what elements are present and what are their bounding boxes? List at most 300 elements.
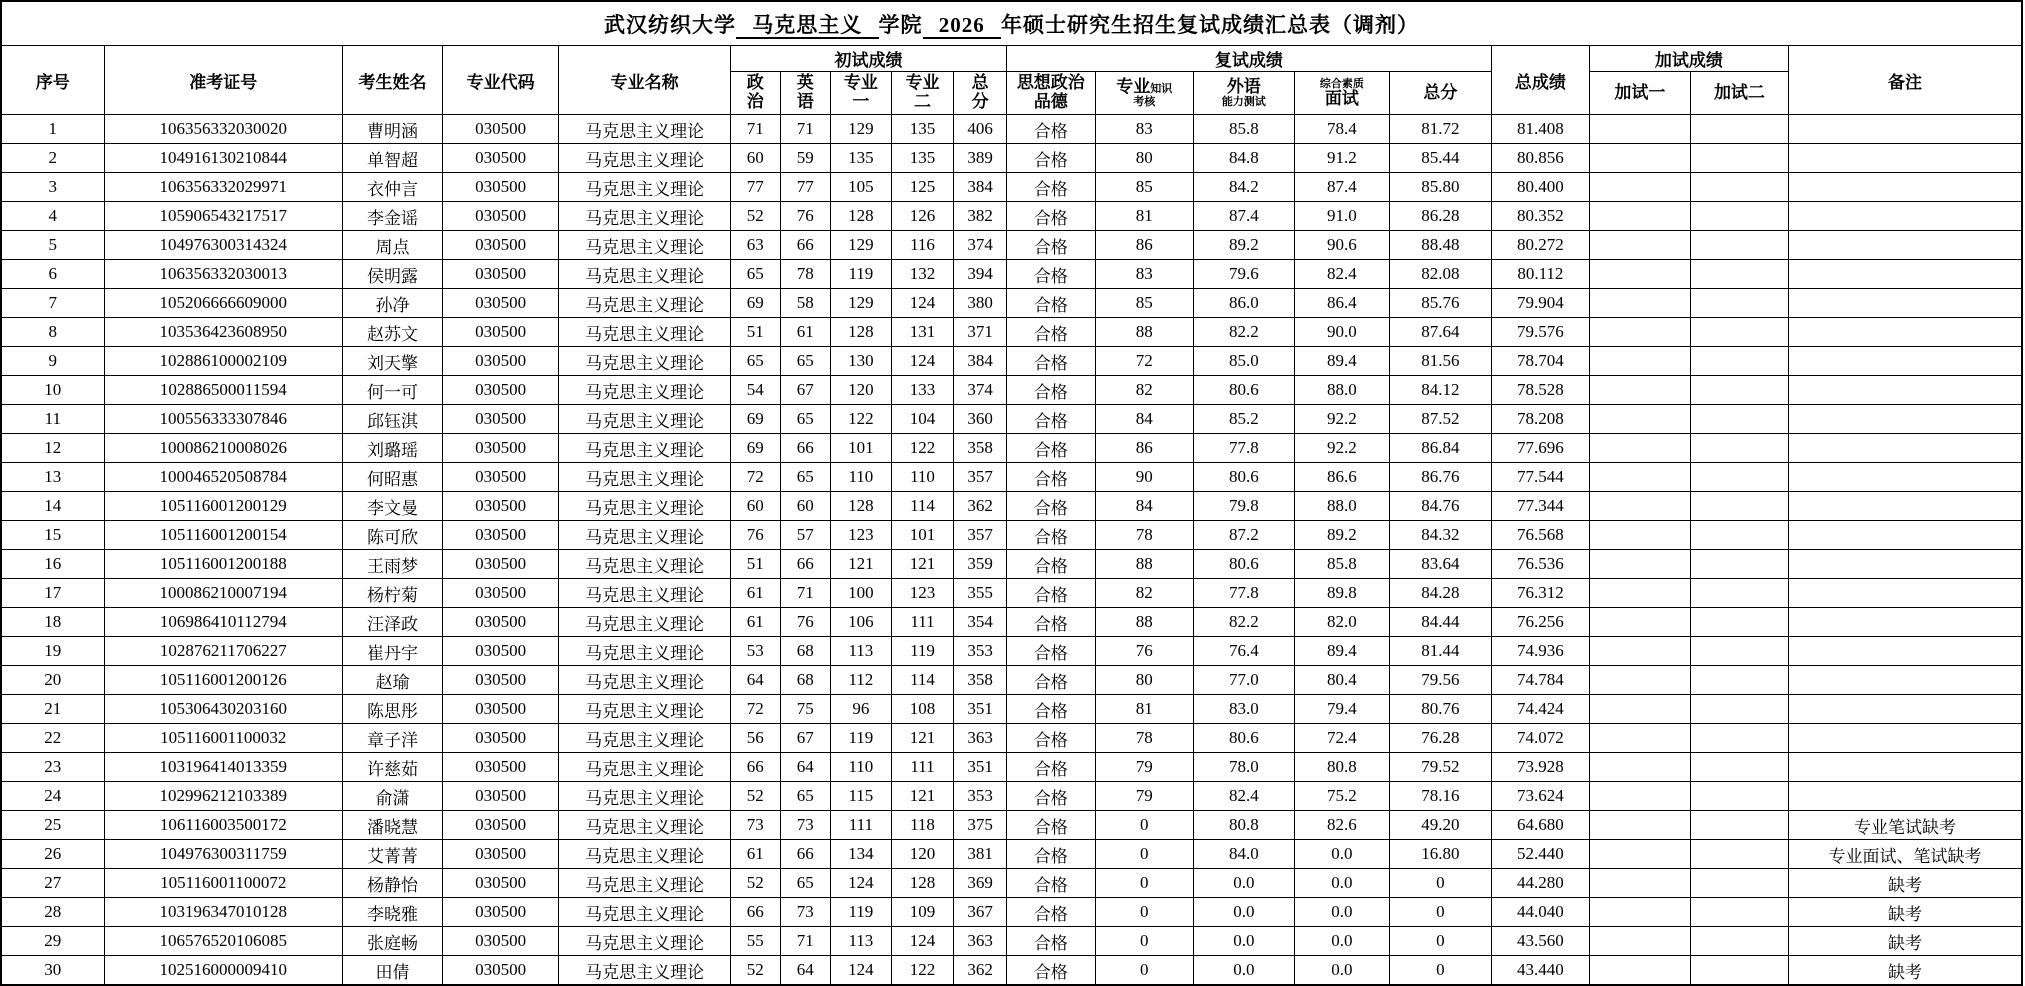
cell-initial_total: 374	[954, 376, 1007, 405]
cell-initial_total: 358	[954, 666, 1007, 695]
cell-ideology: 合格	[1006, 869, 1095, 898]
cell-politics: 52	[731, 869, 781, 898]
cell-prof_knowledge: 84	[1095, 492, 1193, 521]
cell-major1: 128	[831, 318, 892, 347]
cell-major1: 112	[831, 666, 892, 695]
title-suffix: 年硕士研究生招生复试成绩汇总表（调剂）	[1001, 12, 1419, 37]
cell-retest_total: 0	[1389, 927, 1491, 956]
cell-extra1	[1589, 782, 1690, 811]
cell-politics: 61	[731, 840, 781, 869]
cell-english: 61	[780, 318, 831, 347]
cell-seq: 18	[1, 608, 104, 637]
cell-extra2	[1690, 695, 1788, 724]
cell-major1: 119	[831, 260, 892, 289]
cell-extra1	[1589, 898, 1690, 927]
cell-seq: 1	[1, 115, 104, 144]
cell-retest_total: 85.44	[1389, 144, 1491, 173]
cell-major1: 124	[831, 869, 892, 898]
cell-major1: 105	[831, 173, 892, 202]
cell-remark	[1788, 231, 2022, 260]
cell-ideology: 合格	[1006, 260, 1095, 289]
cell-major_name: 马克思主义理论	[559, 579, 731, 608]
cell-prof_knowledge: 82	[1095, 376, 1193, 405]
cell-initial_total: 351	[954, 695, 1007, 724]
cell-prof_knowledge: 78	[1095, 521, 1193, 550]
cell-name: 李晓雅	[343, 898, 443, 927]
cell-foreign_lang: 80.6	[1193, 550, 1294, 579]
cell-english: 60	[780, 492, 831, 521]
cell-initial_total: 351	[954, 753, 1007, 782]
cell-remark	[1788, 666, 2022, 695]
table-row	[1, 434, 2022, 463]
cell-extra2	[1690, 434, 1788, 463]
cell-initial_total: 367	[954, 898, 1007, 927]
table-row	[1, 405, 2022, 434]
cell-extra1	[1589, 869, 1690, 898]
cell-politics: 66	[731, 753, 781, 782]
cell-major_code: 030500	[443, 231, 559, 260]
cell-ideology: 合格	[1006, 637, 1095, 666]
cell-extra2	[1690, 260, 1788, 289]
cell-final_total: 64.680	[1491, 811, 1589, 840]
cell-major1: 110	[831, 463, 892, 492]
cell-interview: 89.8	[1294, 579, 1389, 608]
cell-prof_knowledge: 79	[1095, 753, 1193, 782]
cell-ideology: 合格	[1006, 753, 1095, 782]
cell-ideology: 合格	[1006, 666, 1095, 695]
cell-extra1	[1589, 840, 1690, 869]
cell-reg_no: 106986410112794	[104, 608, 342, 637]
cell-final_total: 78.704	[1491, 347, 1589, 376]
cell-name: 周点	[343, 231, 443, 260]
cell-remark	[1788, 492, 2022, 521]
cell-major_code: 030500	[443, 318, 559, 347]
cell-foreign_lang: 86.0	[1193, 289, 1294, 318]
cell-interview: 82.6	[1294, 811, 1389, 840]
cell-foreign_lang: 79.6	[1193, 260, 1294, 289]
cell-major2: 131	[891, 318, 954, 347]
cell-name: 孙净	[343, 289, 443, 318]
cell-major1: 106	[831, 608, 892, 637]
cell-major_name: 马克思主义理论	[559, 115, 731, 144]
cell-extra2	[1690, 782, 1788, 811]
cell-ideology: 合格	[1006, 231, 1095, 260]
cell-major1: 129	[831, 231, 892, 260]
cell-seq: 24	[1, 782, 104, 811]
cell-foreign_lang: 85.0	[1193, 347, 1294, 376]
cell-politics: 65	[731, 260, 781, 289]
cell-foreign_lang: 76.4	[1193, 637, 1294, 666]
group-header-initial: 初试成绩	[731, 46, 1007, 72]
cell-interview: 78.4	[1294, 115, 1389, 144]
cell-initial_total: 371	[954, 318, 1007, 347]
cell-extra2	[1690, 608, 1788, 637]
cell-extra2	[1690, 173, 1788, 202]
cell-reg_no: 106356332029971	[104, 173, 342, 202]
table-row	[1, 144, 2022, 173]
cell-retest_total: 0	[1389, 956, 1491, 986]
cell-name: 杨静怡	[343, 869, 443, 898]
cell-interview: 82.0	[1294, 608, 1389, 637]
cell-english: 65	[780, 463, 831, 492]
cell-interview: 85.8	[1294, 550, 1389, 579]
cell-extra1	[1589, 608, 1690, 637]
cell-reg_no: 102886500011594	[104, 376, 342, 405]
cell-initial_total: 374	[954, 231, 1007, 260]
cell-interview: 79.4	[1294, 695, 1389, 724]
cell-name: 陈思彤	[343, 695, 443, 724]
table-row	[1, 521, 2022, 550]
cell-initial_total: 354	[954, 608, 1007, 637]
cell-major1: 113	[831, 637, 892, 666]
cell-foreign_lang: 80.6	[1193, 463, 1294, 492]
cell-major_code: 030500	[443, 115, 559, 144]
cell-major1: 111	[831, 811, 892, 840]
cell-major_code: 030500	[443, 608, 559, 637]
cell-interview: 89.2	[1294, 521, 1389, 550]
col-header-name: 考生姓名	[343, 46, 443, 115]
cell-remark: 专业笔试缺考	[1788, 811, 2022, 840]
cell-name: 田倩	[343, 956, 443, 986]
col-header-extra1: 加试一	[1589, 72, 1690, 115]
cell-major_code: 030500	[443, 782, 559, 811]
cell-politics: 61	[731, 579, 781, 608]
cell-extra2	[1690, 115, 1788, 144]
cell-reg_no: 105116001200129	[104, 492, 342, 521]
cell-ideology: 合格	[1006, 521, 1095, 550]
group-header-extra: 加试成绩	[1589, 46, 1788, 72]
cell-foreign_lang: 89.2	[1193, 231, 1294, 260]
cell-ideology: 合格	[1006, 956, 1095, 986]
cell-english: 73	[780, 811, 831, 840]
cell-initial_total: 363	[954, 724, 1007, 753]
cell-initial_total: 359	[954, 550, 1007, 579]
cell-extra2	[1690, 492, 1788, 521]
cell-initial_total: 394	[954, 260, 1007, 289]
cell-foreign_lang: 77.0	[1193, 666, 1294, 695]
cell-major2: 122	[891, 434, 954, 463]
cell-major2: 121	[891, 724, 954, 753]
cell-interview: 82.4	[1294, 260, 1389, 289]
cell-politics: 73	[731, 811, 781, 840]
cell-foreign_lang: 80.6	[1193, 724, 1294, 753]
cell-major_code: 030500	[443, 840, 559, 869]
cell-english: 65	[780, 347, 831, 376]
cell-major_name: 马克思主义理论	[559, 869, 731, 898]
cell-interview: 90.0	[1294, 318, 1389, 347]
cell-foreign_lang: 85.8	[1193, 115, 1294, 144]
cell-name: 崔丹宇	[343, 637, 443, 666]
cell-prof_knowledge: 0	[1095, 898, 1193, 927]
cell-major1: 121	[831, 550, 892, 579]
cell-extra2	[1690, 637, 1788, 666]
cell-major1: 134	[831, 840, 892, 869]
cell-ideology: 合格	[1006, 608, 1095, 637]
cell-reg_no: 105116001200188	[104, 550, 342, 579]
cell-prof_knowledge: 80	[1095, 144, 1193, 173]
cell-major_name: 马克思主义理论	[559, 463, 731, 492]
cell-final_total: 80.272	[1491, 231, 1589, 260]
cell-extra1	[1589, 956, 1690, 986]
cell-prof_knowledge: 76	[1095, 637, 1193, 666]
cell-politics: 55	[731, 927, 781, 956]
cell-seq: 2	[1, 144, 104, 173]
table-row	[1, 260, 2022, 289]
cell-ideology: 合格	[1006, 782, 1095, 811]
cell-extra1	[1589, 144, 1690, 173]
cell-major_code: 030500	[443, 753, 559, 782]
cell-retest_total: 83.64	[1389, 550, 1491, 579]
cell-reg_no: 105306430203160	[104, 695, 342, 724]
cell-final_total: 43.440	[1491, 956, 1589, 986]
cell-major_code: 030500	[443, 347, 559, 376]
cell-remark	[1788, 260, 2022, 289]
cell-seq: 27	[1, 869, 104, 898]
cell-name: 侯明露	[343, 260, 443, 289]
cell-english: 71	[780, 579, 831, 608]
cell-extra1	[1589, 927, 1690, 956]
cell-prof_knowledge: 85	[1095, 173, 1193, 202]
col-header-prof-knowledge: 专业知识 考核	[1095, 72, 1193, 115]
cell-major_name: 马克思主义理论	[559, 260, 731, 289]
cell-major_code: 030500	[443, 405, 559, 434]
cell-reg_no: 100086210007194	[104, 579, 342, 608]
table-row	[1, 463, 2022, 492]
cell-politics: 51	[731, 550, 781, 579]
cell-english: 75	[780, 695, 831, 724]
cell-reg_no: 105116001100072	[104, 869, 342, 898]
table-body	[1, 115, 2022, 986]
cell-final_total: 44.040	[1491, 898, 1589, 927]
cell-english: 73	[780, 898, 831, 927]
cell-major_code: 030500	[443, 666, 559, 695]
cell-seq: 26	[1, 840, 104, 869]
cell-reg_no: 106356332030013	[104, 260, 342, 289]
cell-retest_total: 81.56	[1389, 347, 1491, 376]
cell-retest_total: 86.28	[1389, 202, 1491, 231]
cell-extra2	[1690, 347, 1788, 376]
cell-extra2	[1690, 463, 1788, 492]
table-row	[1, 666, 2022, 695]
cell-major1: 96	[831, 695, 892, 724]
table-row	[1, 608, 2022, 637]
table-row	[1, 376, 2022, 405]
cell-major1: 123	[831, 521, 892, 550]
col-header-foreign-lang: 外语 能力测试	[1193, 72, 1294, 115]
cell-seq: 20	[1, 666, 104, 695]
cell-major_name: 马克思主义理论	[559, 434, 731, 463]
cell-major2: 132	[891, 260, 954, 289]
cell-ideology: 合格	[1006, 463, 1095, 492]
cell-major_name: 马克思主义理论	[559, 695, 731, 724]
cell-initial_total: 362	[954, 956, 1007, 986]
cell-retest_total: 86.84	[1389, 434, 1491, 463]
cell-remark	[1788, 782, 2022, 811]
cell-final_total: 73.624	[1491, 782, 1589, 811]
cell-name: 杨柠菊	[343, 579, 443, 608]
cell-reg_no: 105116001100032	[104, 724, 342, 753]
cell-major_code: 030500	[443, 434, 559, 463]
cell-retest_total: 84.76	[1389, 492, 1491, 521]
cell-retest_total: 76.28	[1389, 724, 1491, 753]
cell-seq: 16	[1, 550, 104, 579]
cell-final_total: 52.440	[1491, 840, 1589, 869]
cell-english: 64	[780, 956, 831, 986]
cell-retest_total: 80.76	[1389, 695, 1491, 724]
cell-foreign_lang: 0.0	[1193, 869, 1294, 898]
cell-major2: 135	[891, 144, 954, 173]
col-header-major-name: 专业名称	[559, 46, 731, 115]
table-row	[1, 811, 2022, 840]
cell-politics: 69	[731, 405, 781, 434]
cell-politics: 77	[731, 173, 781, 202]
cell-interview: 80.8	[1294, 753, 1389, 782]
cell-major1: 113	[831, 927, 892, 956]
cell-prof_knowledge: 88	[1095, 318, 1193, 347]
cell-interview: 0.0	[1294, 898, 1389, 927]
cell-initial_total: 375	[954, 811, 1007, 840]
col-header-politics: 政 治	[731, 72, 781, 115]
cell-extra1	[1589, 231, 1690, 260]
table-row	[1, 927, 2022, 956]
cell-major_name: 马克思主义理论	[559, 637, 731, 666]
cell-seq: 3	[1, 173, 104, 202]
cell-major_name: 马克思主义理论	[559, 550, 731, 579]
cell-politics: 72	[731, 463, 781, 492]
cell-major1: 129	[831, 115, 892, 144]
cell-major_code: 030500	[443, 579, 559, 608]
cell-english: 71	[780, 927, 831, 956]
cell-extra1	[1589, 492, 1690, 521]
cell-interview: 80.4	[1294, 666, 1389, 695]
cell-reg_no: 100556333307846	[104, 405, 342, 434]
cell-seq: 13	[1, 463, 104, 492]
cell-initial_total: 362	[954, 492, 1007, 521]
group-header-retest: 复试成绩	[1006, 46, 1491, 72]
cell-interview: 91.0	[1294, 202, 1389, 231]
cell-final_total: 77.344	[1491, 492, 1589, 521]
cell-extra1	[1589, 202, 1690, 231]
cell-initial_total: 353	[954, 782, 1007, 811]
cell-reg_no: 104916130210844	[104, 144, 342, 173]
cell-english: 77	[780, 173, 831, 202]
cell-major_code: 030500	[443, 173, 559, 202]
cell-interview: 0.0	[1294, 956, 1389, 986]
cell-foreign_lang: 77.8	[1193, 434, 1294, 463]
cell-foreign_lang: 82.2	[1193, 608, 1294, 637]
cell-ideology: 合格	[1006, 724, 1095, 753]
cell-final_total: 76.568	[1491, 521, 1589, 550]
cell-major_name: 马克思主义理论	[559, 405, 731, 434]
cell-major_code: 030500	[443, 376, 559, 405]
cell-major_name: 马克思主义理论	[559, 173, 731, 202]
cell-interview: 72.4	[1294, 724, 1389, 753]
cell-extra2	[1690, 144, 1788, 173]
cell-foreign_lang: 79.8	[1193, 492, 1294, 521]
cell-retest_total: 84.12	[1389, 376, 1491, 405]
cell-ideology: 合格	[1006, 550, 1095, 579]
cell-name: 衣仲言	[343, 173, 443, 202]
cell-seq: 25	[1, 811, 104, 840]
cell-major1: 110	[831, 753, 892, 782]
cell-remark	[1788, 434, 2022, 463]
cell-final_total: 78.528	[1491, 376, 1589, 405]
cell-politics: 69	[731, 289, 781, 318]
cell-reg_no: 102876211706227	[104, 637, 342, 666]
table-row	[1, 231, 2022, 260]
cell-final_total: 80.352	[1491, 202, 1589, 231]
cell-major2: 126	[891, 202, 954, 231]
cell-foreign_lang: 84.0	[1193, 840, 1294, 869]
cell-extra2	[1690, 811, 1788, 840]
cell-prof_knowledge: 0	[1095, 927, 1193, 956]
table-row	[1, 289, 2022, 318]
cell-remark: 缺考	[1788, 927, 2022, 956]
cell-name: 赵苏文	[343, 318, 443, 347]
cell-reg_no: 103196347010128	[104, 898, 342, 927]
cell-extra1	[1589, 521, 1690, 550]
cell-remark	[1788, 376, 2022, 405]
title-college-name: 马克思主义	[736, 13, 879, 39]
cell-reg_no: 106576520106085	[104, 927, 342, 956]
cell-name: 李金谣	[343, 202, 443, 231]
cell-interview: 0.0	[1294, 869, 1389, 898]
cell-retest_total: 86.76	[1389, 463, 1491, 492]
cell-prof_knowledge: 72	[1095, 347, 1193, 376]
cell-reg_no: 105206666609000	[104, 289, 342, 318]
cell-seq: 11	[1, 405, 104, 434]
cell-ideology: 合格	[1006, 927, 1095, 956]
cell-name: 赵瑜	[343, 666, 443, 695]
cell-major_name: 马克思主义理论	[559, 376, 731, 405]
cell-remark	[1788, 521, 2022, 550]
cell-major_name: 马克思主义理论	[559, 811, 731, 840]
cell-major2: 109	[891, 898, 954, 927]
cell-final_total: 43.560	[1491, 927, 1589, 956]
cell-major2: 119	[891, 637, 954, 666]
cell-remark: 缺考	[1788, 898, 2022, 927]
title-year: 2026	[923, 13, 1002, 39]
col-header-english: 英 语	[780, 72, 831, 115]
cell-major_name: 马克思主义理论	[559, 956, 731, 986]
cell-politics: 56	[731, 724, 781, 753]
cell-interview: 90.6	[1294, 231, 1389, 260]
cell-final_total: 77.544	[1491, 463, 1589, 492]
cell-reg_no: 105116001200154	[104, 521, 342, 550]
cell-politics: 65	[731, 347, 781, 376]
cell-remark	[1788, 753, 2022, 782]
cell-name: 艾菁菁	[343, 840, 443, 869]
col-header-retest-total: 总分	[1389, 72, 1491, 115]
cell-major1: 120	[831, 376, 892, 405]
cell-initial_total: 389	[954, 144, 1007, 173]
cell-prof_knowledge: 81	[1095, 695, 1193, 724]
cell-politics: 66	[731, 898, 781, 927]
cell-major_code: 030500	[443, 956, 559, 986]
cell-final_total: 79.904	[1491, 289, 1589, 318]
cell-name: 陈可欣	[343, 521, 443, 550]
cell-major1: 101	[831, 434, 892, 463]
cell-ideology: 合格	[1006, 898, 1095, 927]
table-row	[1, 579, 2022, 608]
cell-major_code: 030500	[443, 724, 559, 753]
cell-foreign_lang: 84.8	[1193, 144, 1294, 173]
cell-extra2	[1690, 521, 1788, 550]
cell-major1: 129	[831, 289, 892, 318]
table-row	[1, 724, 2022, 753]
cell-final_total: 76.536	[1491, 550, 1589, 579]
cell-politics: 64	[731, 666, 781, 695]
